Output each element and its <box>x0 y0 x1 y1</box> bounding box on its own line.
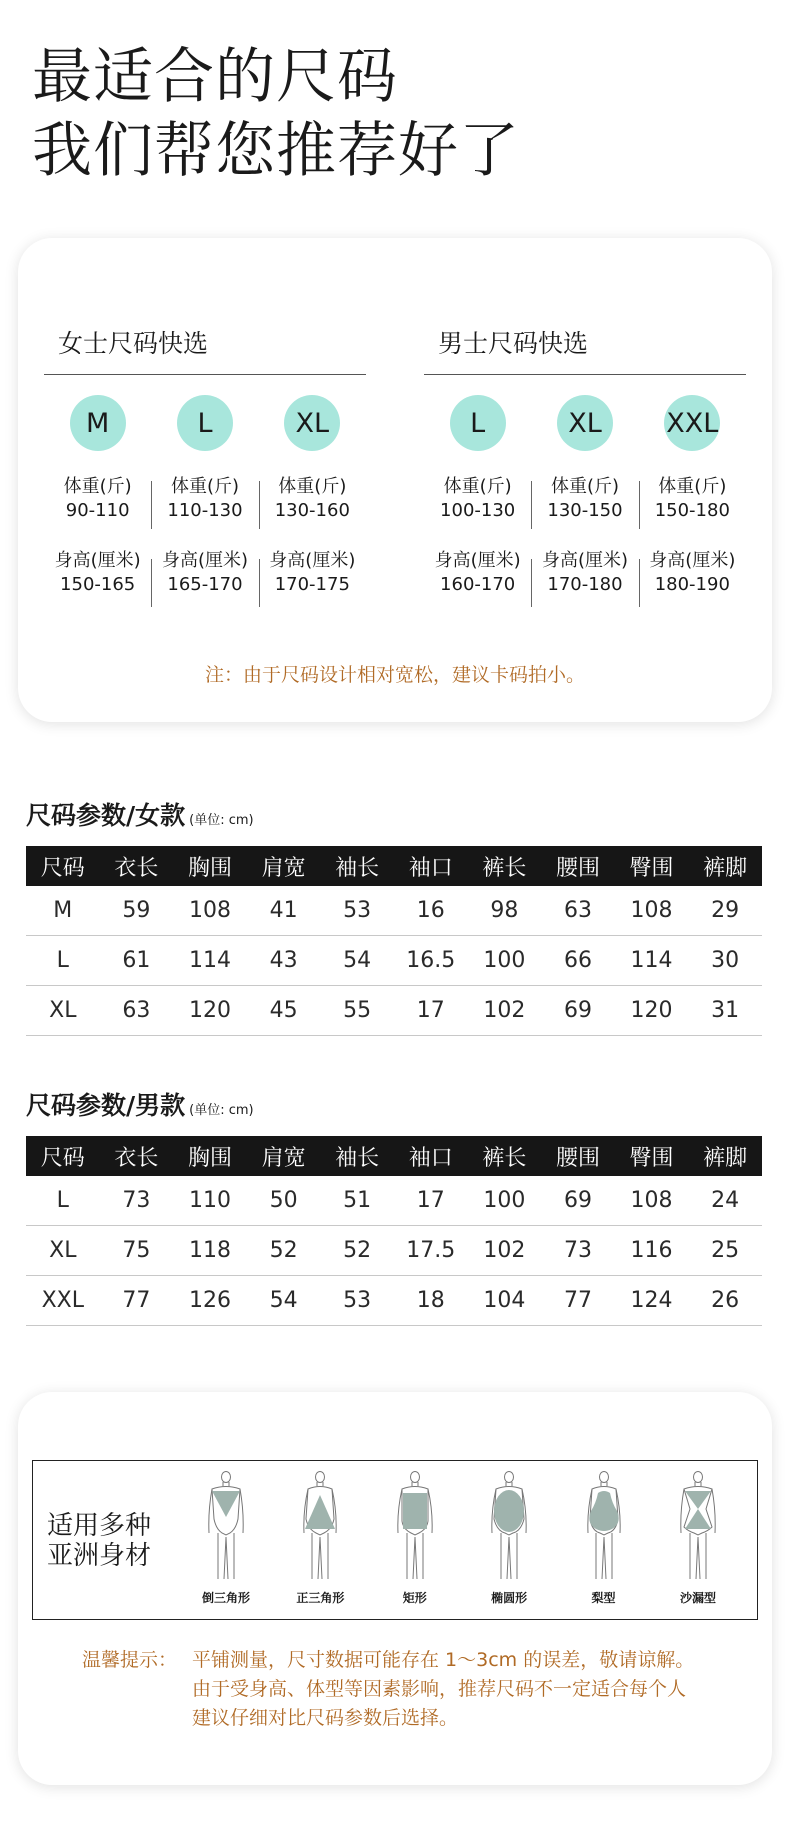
triangle-icon <box>290 1471 350 1583</box>
table-unit: (单位: cm) <box>189 813 254 828</box>
weight-label: 体重(斤) <box>550 476 620 497</box>
header-cell: 肩宽 <box>247 846 321 886</box>
header-cell: 臀围 <box>615 846 689 886</box>
height-label: 身高(厘米) <box>269 550 356 571</box>
table-cell: 77 <box>541 1276 615 1326</box>
weight-range: 150-180 <box>654 500 730 521</box>
header-cell: 袖口 <box>394 1136 468 1176</box>
women-quick-pick-title: 女士尺码快选 <box>58 329 209 358</box>
height-range: 150-165 <box>60 574 136 595</box>
weight-label: 体重(斤) <box>443 476 512 497</box>
table-cell: 114 <box>615 936 689 986</box>
table-cell: 63 <box>541 886 615 936</box>
height-range: 180-190 <box>654 574 730 595</box>
weight-label: 体重(斤) <box>278 476 347 497</box>
table-cell: L <box>26 936 100 986</box>
body-type-item <box>655 1471 741 1606</box>
header-cell: 腰围 <box>541 1136 615 1176</box>
header-cell: 尺码 <box>26 1136 100 1176</box>
body-types-label-line-2: 亚洲身材 <box>47 1541 152 1571</box>
header-cell: 裤长 <box>468 1136 542 1176</box>
table-cell: 45 <box>247 986 321 1036</box>
quick-pick-card <box>18 238 772 722</box>
headline-line-1: 最适合的尺码 <box>32 42 398 112</box>
table-cell: XL <box>26 986 100 1036</box>
weight-label: 体重(斤) <box>63 476 132 497</box>
warm-tip-line-2: 由于受身高、体型等因素影响，推荐尺码不一定适合每个人 <box>192 1678 687 1700</box>
body-type-name: 倒三角形 <box>201 1591 250 1605</box>
header-cell: 肩宽 <box>247 1136 321 1176</box>
size-option[interactable] <box>151 395 258 597</box>
body-type-name: 梨型 <box>591 1591 616 1605</box>
size-badge[interactable]: M <box>70 395 126 451</box>
table-cell: 102 <box>468 1226 542 1276</box>
height-label: 身高(厘米) <box>161 550 249 571</box>
height-range: 170-175 <box>274 574 350 595</box>
warm-tip-line-1: 平铺测量，尺寸数据可能存在 1～3cm 的误差，敬请谅解。 <box>192 1649 695 1671</box>
table-cell: 29 <box>688 886 762 936</box>
size-badge[interactable]: XL <box>557 395 613 451</box>
table-cell: 43 <box>247 936 321 986</box>
table-cell: 59 <box>100 886 174 936</box>
header-cell: 胸围 <box>173 846 247 886</box>
header-cell: 裤脚 <box>688 1136 762 1176</box>
weight-range: 110-130 <box>167 500 243 521</box>
table-row <box>26 1226 762 1276</box>
body-types-card <box>18 1392 772 1785</box>
table-cell: 77 <box>100 1276 174 1326</box>
table-title-text: 尺码参数/女款 <box>26 801 186 830</box>
table-row <box>26 936 762 986</box>
warm-tip-line-3: 建议仔细对比尺码参数后选择。 <box>192 1707 459 1729</box>
table-cell: 73 <box>100 1176 174 1226</box>
table-cell: 120 <box>615 986 689 1036</box>
body-type-name: 沙漏型 <box>679 1591 716 1605</box>
table-row <box>26 1176 762 1226</box>
men-size-table-section <box>26 1086 762 1326</box>
table-cell: 54 <box>320 936 394 986</box>
table-cell: 69 <box>541 986 615 1036</box>
table-cell: 69 <box>541 1176 615 1226</box>
table-header-row <box>26 846 762 886</box>
rectangle-icon <box>385 1471 445 1583</box>
table-cell: 16 <box>394 886 468 936</box>
table-cell: 61 <box>100 936 174 986</box>
table-cell: 66 <box>541 936 615 986</box>
table-cell: 98 <box>468 886 542 936</box>
table-cell: XL <box>26 1226 100 1276</box>
table-cell: 102 <box>468 986 542 1036</box>
height-range: 160-170 <box>440 574 516 595</box>
body-type-name: 椭圆形 <box>491 1591 528 1605</box>
page-headline <box>32 40 520 188</box>
table-cell: 52 <box>320 1226 394 1276</box>
header-cell: 裤长 <box>468 846 542 886</box>
women-size-table-section <box>26 796 762 1036</box>
table-row <box>26 1276 762 1326</box>
size-option[interactable] <box>424 395 531 597</box>
weight-range: 130-160 <box>274 500 350 521</box>
body-type-item <box>561 1471 647 1606</box>
body-type-figures <box>183 1471 741 1606</box>
table-cell: 17 <box>394 1176 468 1226</box>
table-cell: 50 <box>247 1176 321 1226</box>
table-title-text: 尺码参数/男款 <box>26 1091 186 1120</box>
body-type-item <box>372 1471 458 1606</box>
table-cell: 63 <box>100 986 174 1036</box>
table-cell: 75 <box>100 1226 174 1276</box>
size-badge[interactable]: XL <box>284 395 340 451</box>
divider <box>44 374 366 375</box>
inverted-triangle-icon <box>196 1471 256 1583</box>
table-cell: 104 <box>468 1276 542 1326</box>
pear-icon <box>574 1471 634 1583</box>
header-cell: 臀围 <box>615 1136 689 1176</box>
table-cell: 51 <box>320 1176 394 1226</box>
table-cell: 100 <box>468 1176 542 1226</box>
header-cell: 裤脚 <box>688 846 762 886</box>
body-types-label <box>47 1511 151 1571</box>
divider <box>424 374 746 375</box>
header-cell: 袖长 <box>320 846 394 886</box>
table-cell: 53 <box>320 886 394 936</box>
size-option[interactable] <box>531 395 638 597</box>
table-cell: 26 <box>688 1276 762 1326</box>
hourglass-icon <box>668 1471 728 1583</box>
table-cell: 110 <box>173 1176 247 1226</box>
table-cell: 108 <box>173 886 247 936</box>
size-option[interactable] <box>44 395 151 597</box>
table-cell: 73 <box>541 1226 615 1276</box>
weight-label: 体重(斤) <box>658 476 727 497</box>
table-cell: 114 <box>173 936 247 986</box>
table-cell: 31 <box>688 986 762 1036</box>
size-badge[interactable]: XXL <box>664 395 720 451</box>
table-cell: 16.5 <box>394 936 468 986</box>
table-cell: M <box>26 886 100 936</box>
table-cell: XXL <box>26 1276 100 1326</box>
table-header-row <box>26 1136 762 1176</box>
women-table-title <box>26 796 762 836</box>
fit-note: 注：由于尺码设计相对宽松，建议卡码拍小。 <box>204 664 585 686</box>
header-cell: 衣长 <box>100 846 174 886</box>
table-row <box>26 986 762 1036</box>
body-type-item <box>277 1471 363 1606</box>
header-cell: 袖口 <box>394 846 468 886</box>
height-label: 身高(厘米) <box>649 550 736 571</box>
body-types-label-line-1: 适用多种 <box>47 1511 152 1541</box>
women-quick-pick <box>44 326 366 597</box>
height-label: 身高(厘米) <box>434 550 521 571</box>
table-cell: 24 <box>688 1176 762 1226</box>
warm-tip-lead: 温馨提示： <box>82 1649 178 1671</box>
height-label: 身高(厘米) <box>54 550 141 571</box>
table-cell: 25 <box>688 1226 762 1276</box>
table-cell: 41 <box>247 886 321 936</box>
table-cell: 17.5 <box>394 1226 468 1276</box>
table-cell: 55 <box>320 986 394 1036</box>
height-range: 165-170 <box>167 574 243 595</box>
height-label: 身高(厘米) <box>541 550 629 571</box>
table-unit: (单位: cm) <box>189 1103 254 1118</box>
oval-icon <box>479 1471 539 1583</box>
header-cell: 腰围 <box>541 846 615 886</box>
body-types-box <box>32 1460 758 1620</box>
size-badge[interactable]: L <box>450 395 506 451</box>
table-cell: 108 <box>615 886 689 936</box>
men-quick-pick <box>424 326 746 597</box>
table-cell: 124 <box>615 1276 689 1326</box>
header-cell: 尺码 <box>26 846 100 886</box>
table-cell: 126 <box>173 1276 247 1326</box>
table-cell: 53 <box>320 1276 394 1326</box>
table-cell: 17 <box>394 986 468 1036</box>
body-type-item <box>183 1471 269 1606</box>
size-option[interactable] <box>259 395 366 597</box>
men-table-title <box>26 1086 762 1126</box>
body-type-name: 矩形 <box>402 1591 427 1605</box>
warm-tip <box>82 1646 694 1733</box>
men-quick-pick-title: 男士尺码快选 <box>438 329 589 358</box>
weight-range: 100-130 <box>440 500 516 521</box>
height-range: 170-180 <box>547 574 623 595</box>
table-cell: 120 <box>173 986 247 1036</box>
table-cell: 118 <box>173 1226 247 1276</box>
table-cell: 52 <box>247 1226 321 1276</box>
table-cell: 100 <box>468 936 542 986</box>
women-size-table <box>26 846 762 1036</box>
table-cell: L <box>26 1176 100 1226</box>
body-type-item <box>466 1471 552 1606</box>
men-size-table <box>26 1136 762 1326</box>
header-cell: 衣长 <box>100 1136 174 1176</box>
table-row <box>26 886 762 936</box>
table-cell: 18 <box>394 1276 468 1326</box>
headline-line-2: 我们帮您推荐好了 <box>32 116 520 186</box>
weight-range: 130-150 <box>547 500 623 521</box>
table-cell: 116 <box>615 1226 689 1276</box>
table-cell: 30 <box>688 936 762 986</box>
body-type-name: 正三角形 <box>296 1591 345 1605</box>
weight-label: 体重(斤) <box>170 476 240 497</box>
size-badge[interactable]: L <box>177 395 233 451</box>
table-cell: 54 <box>247 1276 321 1326</box>
size-option[interactable] <box>639 395 746 597</box>
weight-range: 90-110 <box>65 500 130 521</box>
header-cell: 胸围 <box>173 1136 247 1176</box>
header-cell: 袖长 <box>320 1136 394 1176</box>
table-cell: 108 <box>615 1176 689 1226</box>
